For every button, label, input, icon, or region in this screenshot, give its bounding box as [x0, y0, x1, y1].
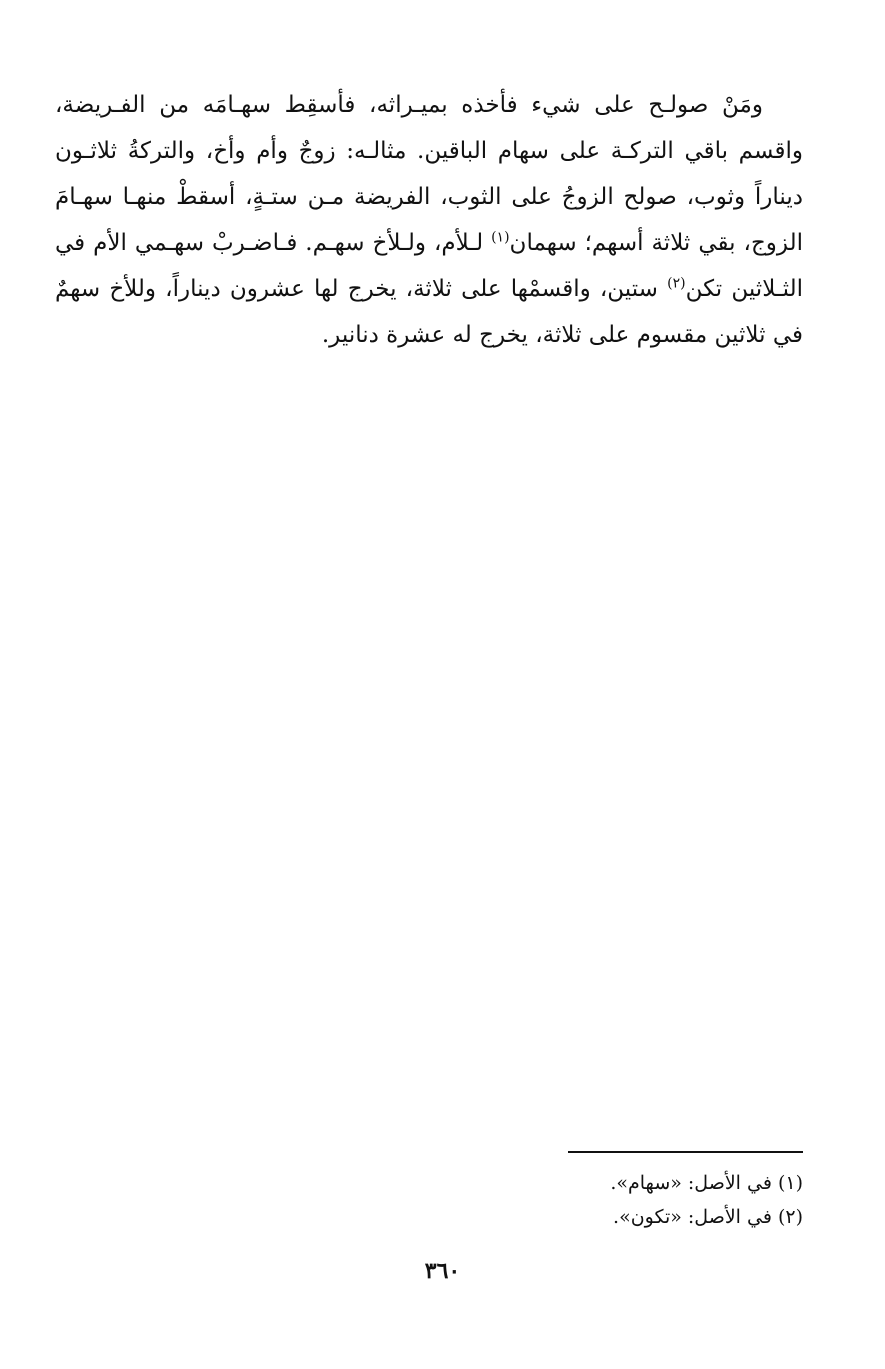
- footnote-separator: [568, 1151, 803, 1153]
- footnotes: [400, 1166, 803, 1234]
- footnote-1: (١) في الأصل: «سهام».: [610, 1172, 803, 1194]
- paragraph-text-part-2: لـلأم، ولـلأخ سهـم. فـاضـربْ سهـمي الأم في الثـلاثين تكن: [55, 230, 804, 302]
- footnote-reference-2[interactable]: (٢): [667, 275, 686, 292]
- main-paragraph: [55, 82, 803, 358]
- page-number: ٣٦٠: [424, 1258, 461, 1284]
- main-text: [55, 82, 803, 358]
- paragraph-text-part-3: ستين، واقسمْها على ثلاثة، يخرج لها عشرون ديناراً، وللأخ سهمٌ في ثلاثين مقسوم على ثلاثة، يخرج له عشرة دنانير.: [55, 276, 803, 348]
- footnote-reference-1[interactable]: (١): [491, 229, 510, 246]
- footnote-2: (٢) في الأصل: «تكون».: [613, 1206, 803, 1228]
- paragraph-text-part-1: ومَنْ صولـح على شيء فأخذه بميـراثه، فأسقِط سهـامَه من الفـريضة، واقسم باقي التركـة على سهام الباقين. مثالـه: زوجٌ وأم وأخ، والتركةُ ثلاثـون ديناراً وثوب، صولح الزوجُ على الثوب، الفريضة مـن ستـةٍ، أسقطْ منهـا سهـامَ الزوج، بقي ثلاثة أسهم؛ سهمان: [55, 92, 803, 256]
